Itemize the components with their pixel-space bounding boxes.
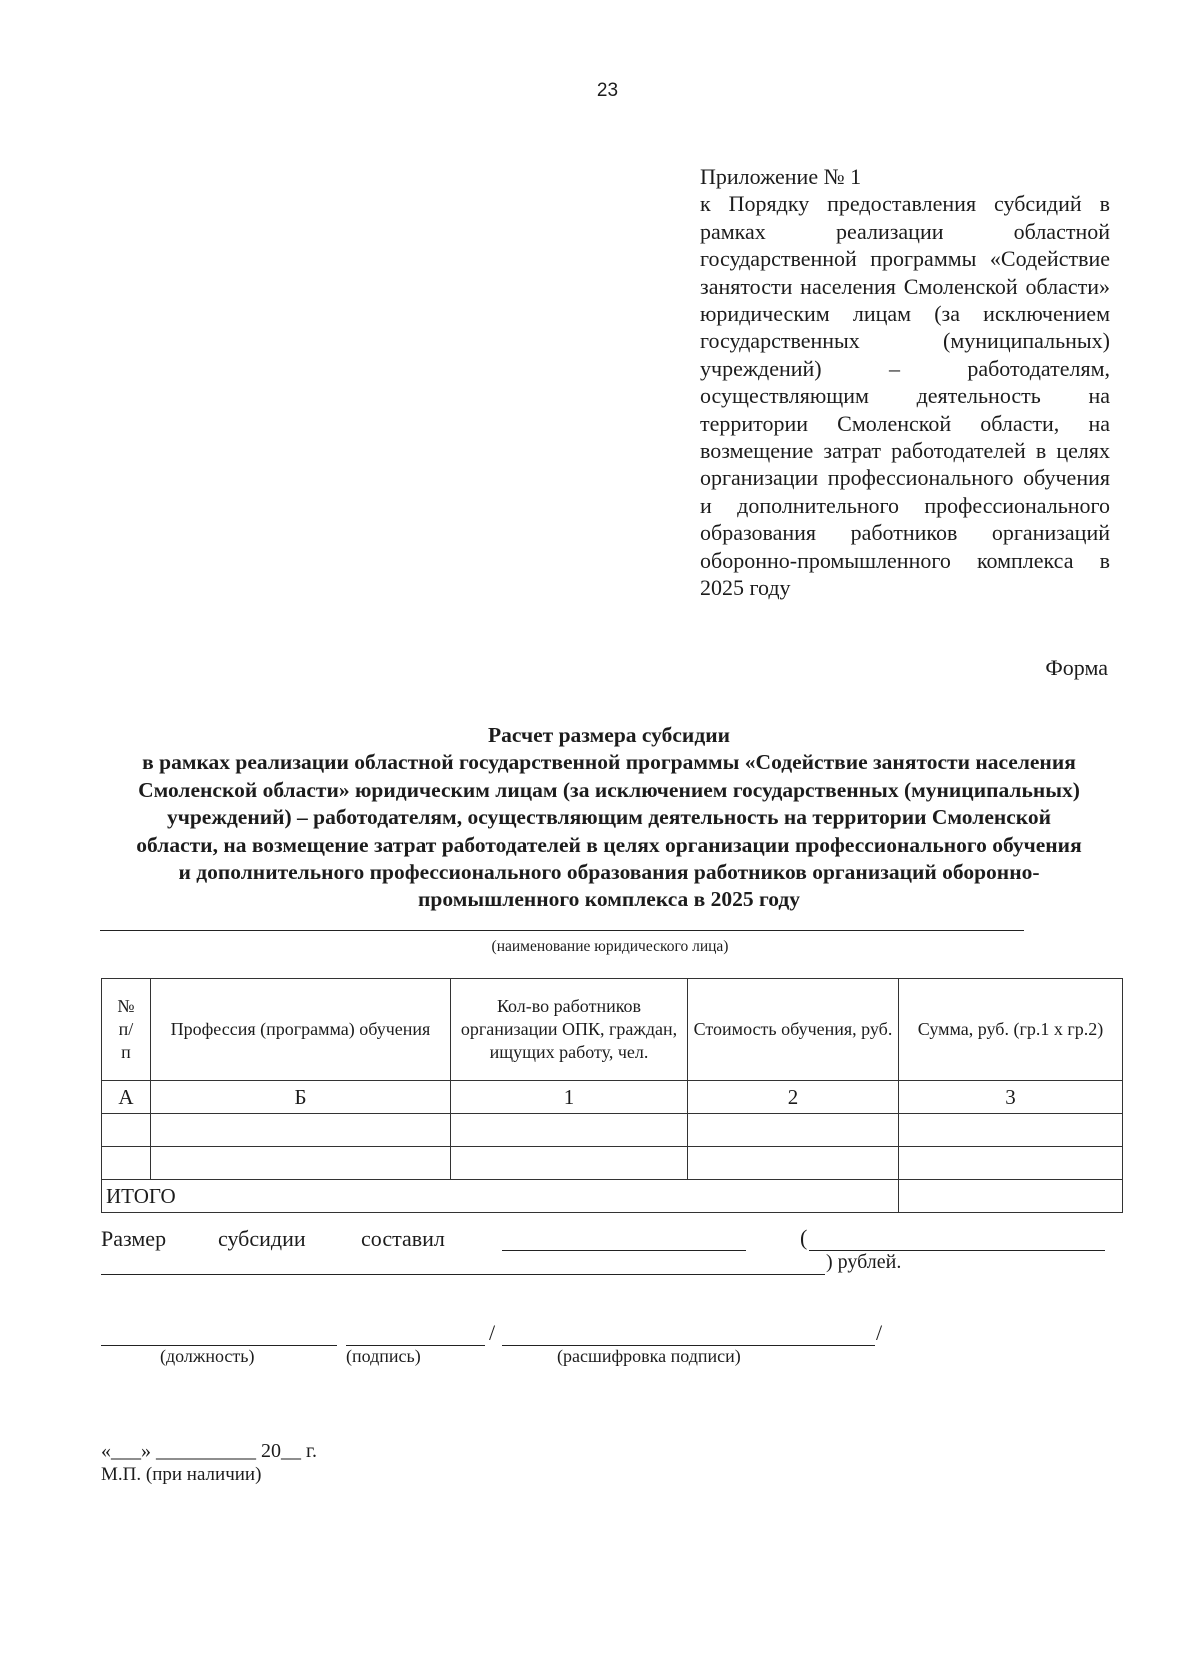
appendix-body: к Порядку предоставления субсидий в рамках реализации областной государственной программы «Содействие занятости населения Смоленской области» юридическим лицам (за исключением государственных (муниципальных) учреждений) – работодателям, осуществляющим деятельность на территории Смоленской области, на возмещение затрат работодателей в целях организации профессионального обучения и дополнительного профессионального образования работников организаций оборонно-промышленного комплекса в 2025 году <box>700 191 1110 601</box>
amount-suffix: ) рублей. <box>826 1251 902 1273</box>
form-label: Форма <box>1045 655 1108 680</box>
table-cell[interactable] <box>688 1147 899 1180</box>
amount-word: составил <box>361 1226 445 1251</box>
title-line: в рамках реализации областной государственной программы «Содействие занятости населения <box>142 750 1076 775</box>
title-line: Смоленской области» юридическим лицам (за исключением государственных (муниципальных) <box>138 777 1080 802</box>
table-cell[interactable] <box>151 1147 451 1180</box>
header-sum: Сумма, руб. (гр.1 х гр.2) <box>899 979 1123 1081</box>
table-cell[interactable] <box>102 1114 151 1147</box>
header-cost: Стоимость обучения, руб. <box>688 979 899 1081</box>
header-number-part: п/ <box>118 1019 134 1039</box>
entity-name-caption: (наименование юридического лица) <box>491 938 729 955</box>
calculation-table <box>101 978 1123 1213</box>
total-label: ИТОГО <box>102 1180 899 1213</box>
signature-caption: (подпись) <box>346 1346 421 1366</box>
title-line: Расчет размера субсидии <box>488 723 730 747</box>
amount-word: Размер <box>101 1226 167 1251</box>
title-line: и дополнительного профессионального образования работников организаций оборонно- <box>178 860 1040 885</box>
entity-name-line[interactable] <box>100 930 1024 931</box>
amount-number-blank[interactable] <box>502 1250 746 1251</box>
title-line: промышленного комплекса в 2025 году <box>418 887 800 912</box>
table-cell[interactable] <box>899 1147 1123 1180</box>
position-caption: (должность) <box>160 1346 255 1366</box>
header-workers: Кол-во работников организации ОПК, граждан, ищущих работу, чел. <box>451 979 688 1081</box>
decode-caption: (расшифровка подписи) <box>557 1346 741 1366</box>
appendix-title: Приложение № 1 <box>700 164 862 189</box>
header-profession: Профессия (программа) обучения <box>151 979 451 1081</box>
index-cell: Б <box>151 1081 451 1114</box>
title-line: учреждений) – работодателям, осуществляющим деятельность на территории Смоленской <box>166 805 1052 830</box>
signature-slash: / <box>489 1320 496 1345</box>
table-cell[interactable] <box>688 1114 899 1147</box>
total-value-cell[interactable] <box>899 1180 1123 1213</box>
header-number-part: № <box>117 996 135 1016</box>
amount-words-blank-2[interactable] <box>101 1274 825 1275</box>
header-number-part: п <box>121 1042 131 1062</box>
table-row <box>102 1114 1123 1147</box>
table-cell[interactable] <box>899 1114 1123 1147</box>
amount-paren: ( <box>800 1225 808 1250</box>
index-cell: А <box>102 1081 151 1114</box>
stamp-note: М.П. (при наличии) <box>101 1464 262 1485</box>
index-cell: 1 <box>451 1081 688 1114</box>
index-cell: 2 <box>688 1081 899 1114</box>
title-line: области, на возмещение затрат работодателей в целях организации профессионального обучения <box>136 832 1082 857</box>
table-cell[interactable] <box>451 1114 688 1147</box>
table-cell[interactable] <box>102 1147 151 1180</box>
signature-slash: / <box>876 1320 883 1345</box>
date-line: «___» __________ 20__ г. <box>101 1440 317 1462</box>
index-row <box>102 1081 1123 1114</box>
index-cell: 3 <box>899 1081 1123 1114</box>
table-cell[interactable] <box>151 1114 451 1147</box>
amount-word: субсидии <box>218 1226 306 1251</box>
page-number: 23 <box>596 80 619 101</box>
table-row <box>102 1147 1123 1180</box>
table-cell[interactable] <box>451 1147 688 1180</box>
appendix-block <box>700 163 1110 602</box>
document-title <box>96 722 1122 914</box>
total-row <box>102 1180 1123 1213</box>
header-number <box>102 979 151 1081</box>
